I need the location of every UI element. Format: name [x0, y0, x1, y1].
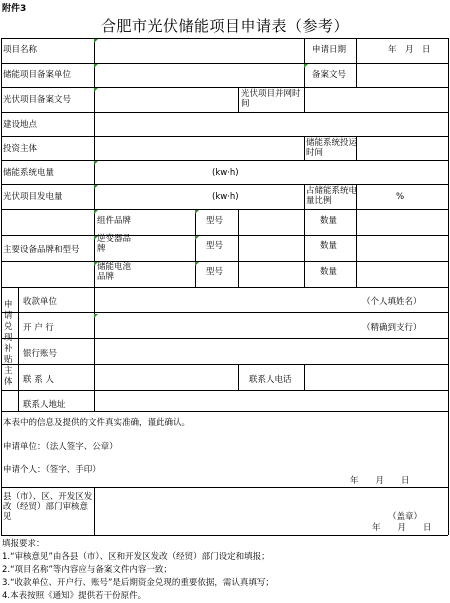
label-investor: 投资主体 [3, 144, 38, 154]
label-pv-record-doc-no: 光伏项目备案文号 [3, 95, 72, 105]
cell-marker [195, 236, 199, 240]
grid-line [1, 136, 448, 137]
grid-line [356, 38, 357, 63]
grid-line [1, 261, 448, 262]
seal-date: 年 月 日 [372, 523, 432, 533]
grid-line [1, 87, 448, 88]
note-item: 1.“审核意见”由各县（市）、区和开发区发改（经贸）部门设定和填报； [2, 552, 270, 562]
grid-line [304, 136, 305, 160]
grid-line [1, 112, 448, 113]
declaration-text: 本表中的信息及提供的文件真实准确，谨此确认。 [3, 418, 191, 428]
label-model-inverter: 型号 [206, 241, 224, 251]
cell-marker [304, 64, 308, 68]
unit-kwh-storage: (kw·h) [212, 168, 239, 178]
grid-line [18, 287, 19, 411]
grid-line [94, 287, 95, 411]
applicant-person: 申请个人：（签字、手印） [3, 465, 101, 475]
label-contact: 联 系 人 [23, 375, 54, 385]
grid-line [1, 63, 448, 64]
label-apply-date: 申请日期 [312, 45, 347, 55]
grid-line [1, 390, 448, 391]
label-pv-generation: 光伏项目发电量 [3, 192, 63, 202]
cell-marker [94, 88, 98, 92]
filling-notes [2, 538, 274, 603]
label-account: 银行账号 [23, 349, 58, 359]
label-module-brand: 组件品牌 [97, 216, 132, 226]
label-contact-phone: 联系人电话 [249, 375, 292, 385]
label-model-battery: 型号 [206, 267, 224, 277]
cell-marker [94, 236, 98, 240]
note-heading: 填报要求： [2, 539, 45, 549]
label-record-doc-no: 备案文号 [312, 70, 347, 80]
grid-line [195, 209, 196, 287]
attachment-label: 附件3 [2, 4, 27, 14]
unit-percent: % [396, 192, 405, 202]
grid-line [1, 535, 448, 536]
cell-marker [94, 210, 98, 214]
seal-label: （盖章） [388, 512, 423, 522]
label-pv-grid-time: 光伏项目并网时间 [241, 89, 301, 109]
form-title: 合肥市光伏储能项目申请表（参考） [100, 17, 349, 35]
grid-line [356, 63, 357, 87]
label-model-module: 型号 [206, 216, 224, 226]
note-item: 4.本表按照《通知》提供若干份原件。 [2, 591, 147, 601]
label-quantity-inverter: 数量 [320, 241, 338, 251]
label-storage-ratio: 占储能系统电量比例 [306, 186, 358, 206]
label-storage-capacity: 储能系统电量 [3, 168, 55, 178]
grid-line [1, 160, 448, 161]
grid-line [304, 87, 305, 112]
label-inverter-brand: 逆变器品牌 [97, 234, 132, 254]
label-site: 建设地点 [3, 120, 38, 130]
grid-line [356, 209, 357, 287]
grid-line [1, 338, 448, 339]
cell-marker [195, 210, 199, 214]
label-payee: 收款单位 [23, 297, 58, 307]
unit-kwh-pv: (kw·h) [212, 192, 239, 202]
label-quantity-battery: 数量 [320, 267, 338, 277]
payee-hint: （个人填姓名） [362, 297, 422, 307]
cell-marker [94, 262, 98, 266]
grid-line [304, 38, 305, 63]
label-battery-brand: 储能电池品牌 [97, 262, 132, 282]
cell-marker [94, 185, 98, 189]
grid-line [304, 184, 305, 209]
grid-line [1, 312, 448, 313]
cell-marker [94, 39, 98, 43]
grid-line [1, 287, 448, 288]
label-review-unit: 县（市）、区、开发区发改（经贸）部门审核意见 [3, 492, 93, 522]
note-item: 2.“项目名称”等内容应与备案文件内容一致； [2, 565, 172, 575]
grid-line [1, 38, 448, 39]
cell-marker [94, 64, 98, 68]
grid-line [238, 364, 239, 390]
apply-date-field[interactable]: 年 月 日 [388, 45, 431, 55]
cell-marker [195, 262, 199, 266]
grid-line [238, 209, 239, 287]
grid-line [1, 209, 448, 210]
applicant-unit: 申请单位：（法人签字、公章） [3, 442, 118, 452]
grid-line [1, 411, 448, 412]
cell-marker [94, 314, 98, 318]
grid-line [1, 487, 448, 488]
grid-line [1, 235, 448, 236]
label-bank: 开 户 行 [23, 323, 54, 333]
label-subsidy-section: 申请兑现补贴主体 [4, 300, 13, 387]
label-contact-address: 联系人地址 [23, 400, 66, 410]
signature-date: 年 月 日 [350, 476, 410, 486]
grid-line [448, 38, 449, 535]
cell-marker [94, 161, 98, 165]
note-item: 3.“收款单位、开户行、账号”是后期资金兑现的重要依据，需认真填写； [2, 578, 274, 588]
label-equipment-section: 主要设备品牌和型号 [3, 245, 80, 255]
grid-line [1, 184, 448, 185]
label-project-name: 项目名称 [3, 45, 38, 55]
grid-line [304, 209, 305, 287]
label-storage-run-time: 储能系统投运时间 [306, 138, 358, 158]
grid-line [304, 364, 305, 390]
grid-line [238, 87, 239, 112]
label-quantity-module: 数量 [320, 216, 338, 226]
grid-line [1, 364, 448, 365]
label-storage-record-unit: 储能项目备案单位 [3, 70, 72, 80]
bank-hint: （精确到支行） [362, 323, 422, 333]
